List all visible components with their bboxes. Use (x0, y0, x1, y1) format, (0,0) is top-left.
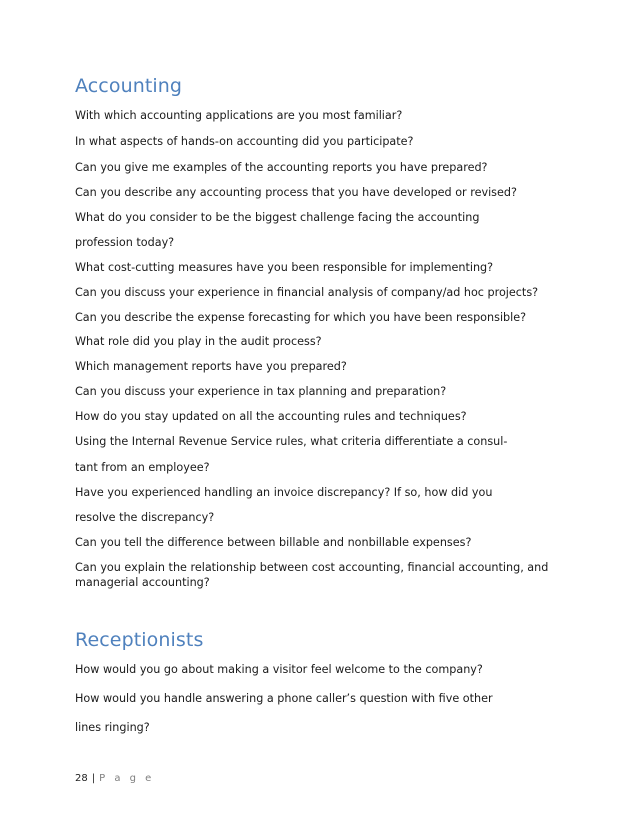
question-line: Using the Internal Revenue Service rules, what criteria differentiate a consul- (75, 435, 508, 448)
question-line: Can you explain the relationship between cost accounting, financial accounting, and (75, 561, 549, 574)
question-line: In what aspects of hands-on accounting did you participate? (75, 135, 414, 148)
question-line: profession today? (75, 236, 175, 249)
question-line: Can you give me examples of the accounting reports you have prepared? (75, 161, 488, 174)
question-line: How do you stay updated on all the accounting rules and techniques? (75, 410, 467, 423)
question-line: Have you experienced handling an invoice discrepancy? If so, how did you (75, 486, 493, 499)
page-number: 28 (75, 773, 88, 784)
question-line: Can you discuss your experience in tax planning and preparation? (75, 385, 447, 398)
question-line: Can you tell the difference between billable and nonbillable expenses? (75, 536, 472, 549)
question-line: With which accounting applications are you most familiar? (75, 109, 403, 122)
footer-separator: | (91, 773, 96, 784)
question-line: Can you describe the expense forecasting for which you have been responsible? (75, 311, 527, 324)
question-line: Which management reports have you prepared? (75, 360, 347, 373)
question-line: tant from an employee? (75, 461, 210, 474)
question-line: What cost-cutting measures have you been responsible for implementing? (75, 261, 494, 274)
question-line: How would you go about making a visitor feel welcome to the company? (75, 663, 483, 676)
section-heading-accounting: Accounting (75, 75, 183, 97)
page-footer (75, 773, 154, 784)
question-line: managerial accounting? (75, 576, 210, 589)
page-label: P a g e (99, 773, 155, 784)
section-heading-receptionists: Receptionists (75, 629, 204, 651)
question-line: What do you consider to be the biggest challenge facing the accounting (75, 211, 480, 224)
question-line: What role did you play in the audit process? (75, 335, 322, 348)
question-line: resolve the discrepancy? (75, 511, 215, 524)
question-line: Can you describe any accounting process that you have developed or revised? (75, 186, 517, 199)
question-line: Can you discuss your experience in financial analysis of company/ad hoc projects? (75, 286, 539, 299)
question-line: lines ringing? (75, 721, 150, 734)
question-line: How would you handle answering a phone caller’s question with five other (75, 692, 493, 705)
